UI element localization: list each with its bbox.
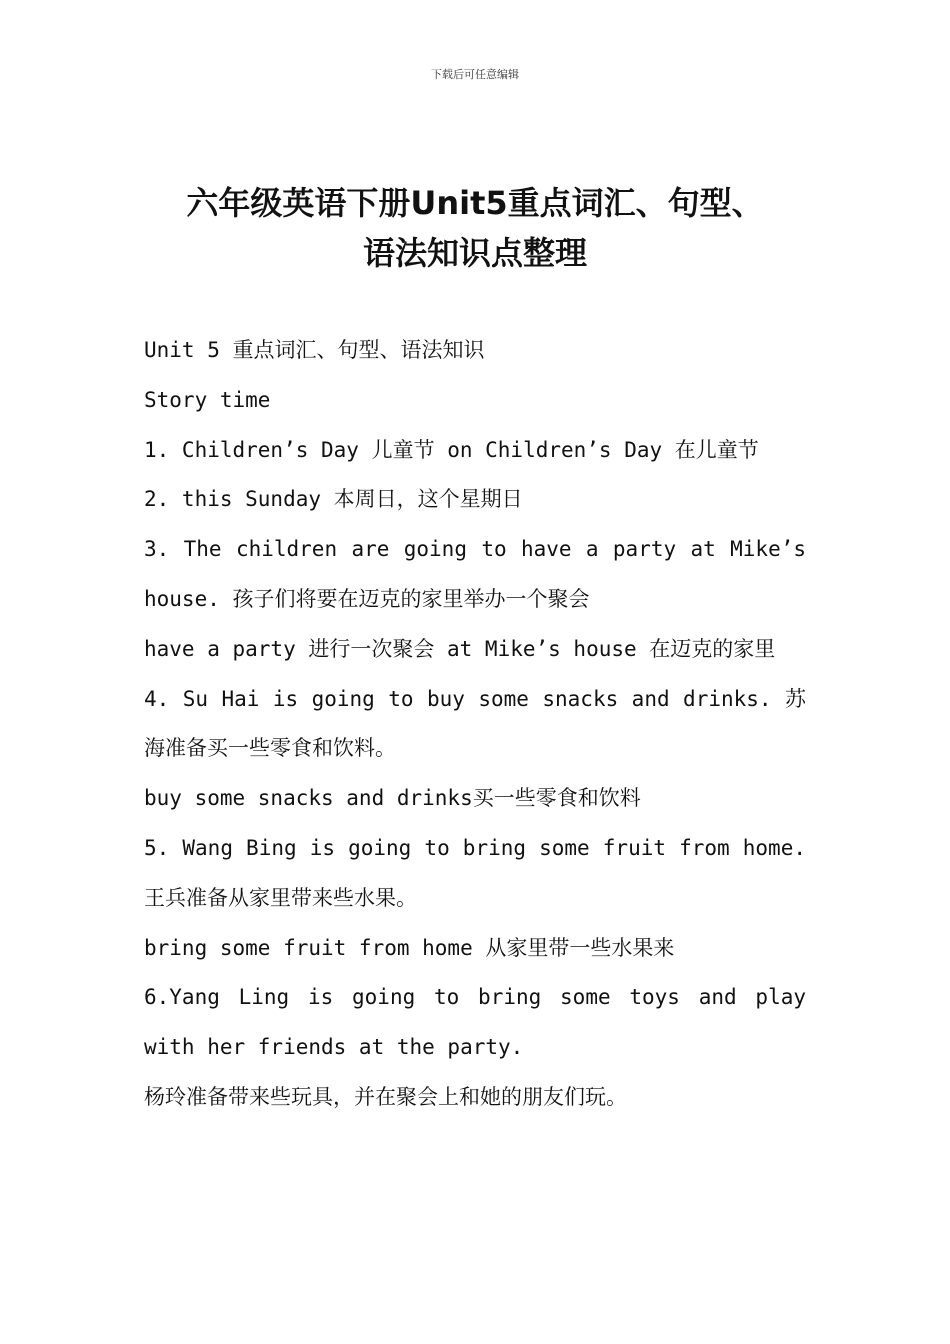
paragraph: 4. Su Hai is going to buy some snacks and drinks. 苏海准备买一些零食和饮料。 — [144, 686, 806, 761]
paragraph: 杨玲准备带来些玩具，并在聚会上和她的朋友们玩。 — [144, 1084, 627, 1109]
paragraph: bring some fruit from home 从家里带一些水果来 — [144, 935, 675, 960]
title-line-1: 六年级英语下册Unit5重点词汇、句型、 — [186, 184, 764, 222]
paragraph: 1. Children’s Day 儿童节 on Children’s Day 在儿童节 — [144, 437, 759, 462]
header-note: 下载后可任意编辑 — [431, 68, 519, 81]
title-line-2: 语法知识点整理 — [362, 234, 587, 272]
paragraph: have a party 进行一次聚会 at Mike’s house 在迈克的家里 — [144, 636, 776, 661]
document-title — [120, 178, 830, 278]
paragraph: 6.Yang Ling is going to bring some toys and play with her friends at the party. — [144, 985, 806, 1060]
subsection-heading: Story time — [144, 387, 271, 412]
paragraph: 5. Wang Bing is going to bring some fruit from home. 王兵准备从家里带来些水果。 — [144, 835, 806, 910]
section-heading: Unit 5 重点词汇、句型、语法知识 — [144, 338, 485, 362]
paragraph: buy some snacks and drinks买一些零食和饮料 — [144, 786, 641, 811]
document-body — [144, 326, 806, 1123]
paragraph: 3. The children are going to have a party at Mike’s house. 孩子们将要在迈克的家里举办一个聚会 — [144, 537, 806, 611]
paragraph: 2. this Sunday 本周日，这个星期日 — [144, 487, 523, 512]
